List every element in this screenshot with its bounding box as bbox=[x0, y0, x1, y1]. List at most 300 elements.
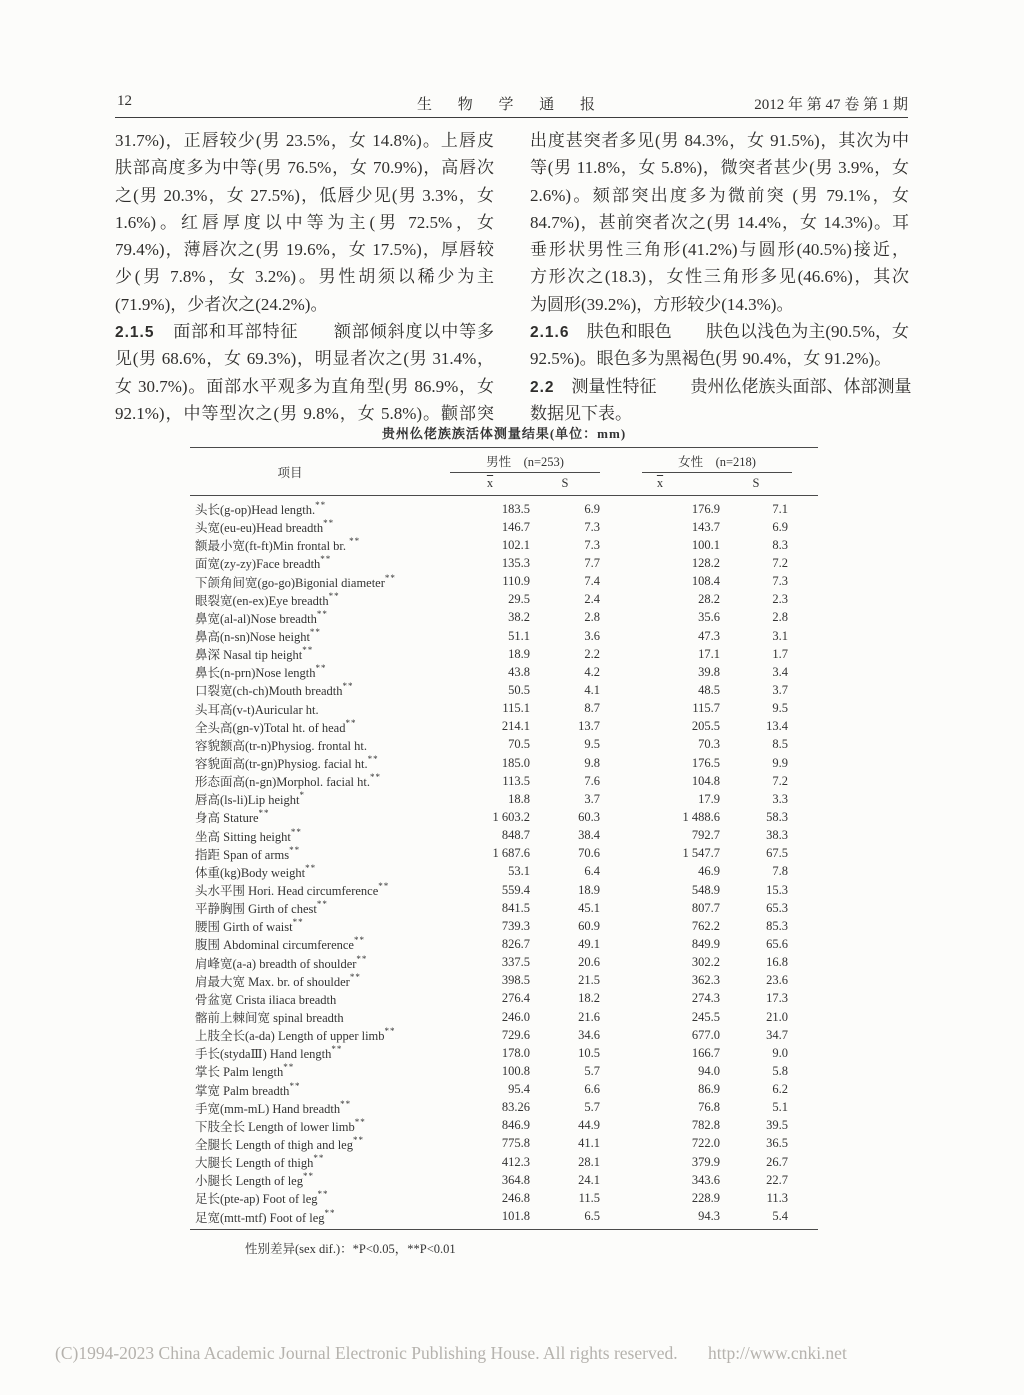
measurement-item-label: 腹围 Abdominal circumference** bbox=[195, 935, 365, 953]
female-sd-value: 16.8 bbox=[766, 955, 788, 970]
male-mean-value: 1 603.2 bbox=[492, 809, 530, 824]
male-sd-value: 34.6 bbox=[578, 1027, 600, 1042]
table-row bbox=[190, 573, 818, 591]
measurement-item-label: 骨盆宽 Crista iliaca breadth bbox=[195, 992, 337, 1007]
female-mean-value: 35.6 bbox=[698, 610, 720, 625]
page-number: 12 bbox=[117, 93, 132, 109]
female-sd-value: 1.7 bbox=[772, 646, 788, 661]
male-sd-value: 7.4 bbox=[584, 574, 600, 589]
male-sd-value: 21.6 bbox=[578, 1009, 600, 1024]
female-mean-value: 176.5 bbox=[691, 755, 720, 770]
table-row bbox=[190, 663, 818, 681]
column-group-male: 男性 (n=253) bbox=[450, 448, 600, 473]
female-sd-value: 7.3 bbox=[772, 574, 788, 589]
text-line: 之(男 20.3%，女 27.5%)，低唇少见(男 3.3%，女 bbox=[115, 185, 494, 205]
male-mean-value: 178.0 bbox=[501, 1045, 530, 1060]
table-row bbox=[190, 990, 818, 1008]
female-sd-value: 34.7 bbox=[766, 1027, 788, 1042]
significance-marker: ** bbox=[290, 826, 302, 837]
table-row bbox=[190, 1026, 818, 1044]
table-row bbox=[190, 972, 818, 990]
female-sd-value: 7.1 bbox=[772, 501, 788, 516]
male-sd-value: 49.1 bbox=[578, 936, 600, 951]
female-mean-value: 166.7 bbox=[691, 1045, 720, 1060]
female-mean-value: 302.2 bbox=[691, 955, 720, 970]
male-sd-value: 28.1 bbox=[578, 1154, 600, 1169]
significance-marker: ** bbox=[316, 899, 328, 910]
column-header-item: 项目 bbox=[277, 465, 303, 480]
significance-marker: ** bbox=[315, 500, 327, 511]
male-sd-value: 2.4 bbox=[584, 592, 600, 607]
female-mean-value: 17.9 bbox=[698, 791, 720, 806]
male-mean-value: 100.8 bbox=[501, 1063, 530, 1078]
female-sd-value: 26.7 bbox=[766, 1154, 788, 1169]
measurement-table bbox=[190, 447, 818, 1230]
text-line: 31.7%)，正唇较少(男 23.5%，女 14.8%)。上唇皮 bbox=[115, 131, 494, 150]
table-row bbox=[190, 954, 818, 972]
significance-marker: ** bbox=[323, 518, 335, 529]
male-sd-value: 7.3 bbox=[584, 537, 600, 552]
table-row bbox=[190, 1153, 818, 1171]
measurement-item-label: 全头高(gn-v)Total ht. of head** bbox=[195, 717, 357, 735]
measurement-item-label: 大腿长 Length of thigh** bbox=[195, 1153, 325, 1171]
female-sd-value: 7.2 bbox=[772, 773, 788, 788]
male-mean-value: 110.9 bbox=[502, 574, 530, 589]
column-group-female: 女性 (n=218) bbox=[642, 448, 792, 473]
text-line: 1.6%)。红唇厚度以中等为主(男 72.5%，女 bbox=[115, 212, 494, 232]
table-row bbox=[190, 845, 818, 863]
table-row bbox=[190, 1189, 818, 1207]
male-sd-value: 21.5 bbox=[578, 973, 600, 988]
female-mean-value: 677.0 bbox=[691, 1027, 720, 1042]
significance-marker: ** bbox=[349, 971, 361, 982]
significance-marker: ** bbox=[302, 1171, 314, 1182]
table-row bbox=[190, 627, 818, 645]
male-sd-value: 8.7 bbox=[584, 701, 600, 716]
table-row bbox=[190, 899, 818, 917]
measurement-item-label: 小腿长 Length of leg** bbox=[195, 1171, 314, 1189]
significance-marker: ** bbox=[315, 663, 327, 674]
measurement-item-label: 头长(g-op)Head length.** bbox=[195, 500, 327, 518]
issue-info: 2012 年 第 47 卷 第 1 期 bbox=[754, 97, 908, 113]
journal-title: 生 物 学 通 报 bbox=[416, 97, 607, 113]
text-line: 92.1%)，中等型次之(男 9.8%，女 5.8%)。颧部突 bbox=[115, 403, 494, 423]
significance-marker: ** bbox=[353, 935, 365, 946]
table-row bbox=[190, 808, 818, 826]
female-mean-value: 94.0 bbox=[698, 1063, 720, 1078]
measurement-item-label: 身高 Stature** bbox=[195, 808, 270, 826]
female-mean-value: 128.2 bbox=[691, 555, 720, 570]
left-column bbox=[115, 127, 494, 427]
table-row bbox=[190, 754, 818, 772]
table-row bbox=[190, 609, 818, 627]
female-sd-value: 36.5 bbox=[766, 1136, 788, 1151]
measurement-item-label: 腰围 Girth of waist** bbox=[195, 917, 304, 935]
male-sd-value: 11.5 bbox=[578, 1190, 600, 1205]
significance-marker: ** bbox=[352, 1134, 364, 1145]
male-sd-value: 7.3 bbox=[584, 519, 600, 534]
text-line: 等(男 11.8%，女 5.8%)，微突者甚少(男 3.9%，女 bbox=[530, 158, 909, 178]
male-sd-value: 9.8 bbox=[584, 755, 600, 770]
significance-marker: ** bbox=[283, 1062, 295, 1073]
table-row bbox=[190, 863, 818, 881]
male-sd-value: 41.1 bbox=[578, 1136, 600, 1151]
table-row bbox=[190, 1044, 818, 1062]
female-sd-value: 67.5 bbox=[766, 846, 788, 861]
male-sd-value: 7.6 bbox=[584, 773, 600, 788]
female-mean-value: 379.9 bbox=[691, 1154, 720, 1169]
female-sd-value: 3.4 bbox=[772, 664, 788, 679]
female-mean-value: 782.8 bbox=[691, 1118, 720, 1133]
measurement-item-label: 鼻深 Nasal tip height** bbox=[195, 645, 314, 663]
measurement-item-label: 平静胸围 Girth of chest** bbox=[195, 899, 328, 917]
male-sd-value: 38.4 bbox=[578, 828, 600, 843]
table-row bbox=[190, 1099, 818, 1117]
female-sd-value: 2.3 bbox=[772, 592, 788, 607]
table-row bbox=[190, 790, 818, 808]
female-mean-value: 108.4 bbox=[691, 574, 720, 589]
running-head bbox=[115, 93, 908, 115]
female-mean-value: 28.2 bbox=[698, 592, 720, 607]
significance-marker: ** bbox=[340, 1098, 352, 1109]
female-mean-value: 46.9 bbox=[698, 864, 720, 879]
significance-marker: ** bbox=[320, 554, 332, 565]
male-sd-value: 7.7 bbox=[584, 555, 600, 570]
measurement-item-label: 体重(kg)Body weight** bbox=[195, 862, 317, 880]
male-mean-value: 246.8 bbox=[501, 1190, 530, 1205]
male-mean-value: 102.1 bbox=[501, 537, 530, 552]
male-mean-value: 846.9 bbox=[501, 1118, 530, 1133]
mean-symbol: $\overline{x}$ bbox=[486, 476, 494, 490]
text-line: (71.9%)，少者次之(24.2%)。 bbox=[115, 294, 328, 314]
male-mean-value: 83.26 bbox=[501, 1100, 530, 1115]
measurement-item-label: 下肢全长 Length of lower limb** bbox=[195, 1116, 366, 1134]
measurement-item-label: 额最小宽(ft-ft)Min frontal br. ** bbox=[195, 536, 361, 554]
measurement-item-label: 口裂宽(ch-ch)Mouth breadth** bbox=[195, 681, 354, 699]
female-sd-value: 38.3 bbox=[766, 828, 788, 843]
female-sd-value: 9.5 bbox=[772, 701, 788, 716]
table-row bbox=[190, 736, 818, 754]
measurement-item-label: 头耳高(v-t)Auricular ht. bbox=[195, 702, 319, 717]
significance-marker: ** bbox=[349, 536, 361, 547]
male-mean-value: 826.7 bbox=[501, 936, 530, 951]
table-row bbox=[190, 881, 818, 899]
male-sd-value: 4.1 bbox=[584, 682, 600, 697]
significance-marker: ** bbox=[342, 681, 354, 692]
table-row bbox=[190, 935, 818, 953]
male-sd-value: 24.1 bbox=[578, 1172, 600, 1187]
female-mean-value: 1 547.7 bbox=[682, 846, 720, 861]
significance-marker: ** bbox=[356, 953, 368, 964]
table-footnote: 性别差异(sex dif.)：*P<0.05，**P<0.01 bbox=[245, 1241, 456, 1256]
measurement-item-label: 坐高 Sitting height** bbox=[195, 826, 302, 844]
measurement-item-label: 鼻高(n-sn)Nose height** bbox=[195, 627, 321, 645]
female-sd-value: 5.1 bbox=[772, 1100, 788, 1115]
significance-marker: ** bbox=[369, 772, 381, 783]
male-sd-value: 70.6 bbox=[578, 846, 600, 861]
table-row bbox=[190, 1008, 818, 1026]
male-sd-value: 6.4 bbox=[584, 864, 600, 879]
female-mean-value: 245.5 bbox=[691, 1009, 720, 1024]
female-mean-value: 104.8 bbox=[691, 773, 720, 788]
female-mean-value: 205.5 bbox=[691, 719, 720, 734]
female-sd-value: 85.3 bbox=[766, 918, 788, 933]
male-mean-value: 775.8 bbox=[501, 1136, 530, 1151]
significance-marker: ** bbox=[313, 1153, 325, 1164]
significance-marker: ** bbox=[305, 862, 317, 873]
significance-marker: ** bbox=[309, 627, 321, 638]
measurement-item-label: 足长(pte-ap) Foot of leg** bbox=[195, 1189, 329, 1207]
measurement-item-label: 指距 Span of arms** bbox=[195, 844, 301, 862]
female-sd-value: 11.3 bbox=[766, 1190, 788, 1205]
male-mean-value: 848.7 bbox=[501, 828, 530, 843]
female-sd-value: 3.1 bbox=[772, 628, 788, 643]
female-mean-value: 76.8 bbox=[698, 1100, 720, 1115]
measurement-item-label: 鼻宽(al-al)Nose breadth** bbox=[195, 608, 328, 626]
female-sd-value: 39.5 bbox=[766, 1118, 788, 1133]
text-line: 出度甚突者多见(男 84.3%，女 91.5%)，其次为中 bbox=[530, 131, 909, 150]
section-number: 2.2 bbox=[530, 378, 555, 396]
male-sd-value: 2.8 bbox=[584, 610, 600, 625]
female-sd-value: 5.4 bbox=[772, 1209, 788, 1224]
female-sd-value: 21.0 bbox=[766, 1009, 788, 1024]
significance-marker: ** bbox=[292, 917, 304, 928]
male-mean-value: 43.8 bbox=[508, 664, 530, 679]
significance-marker: ** bbox=[302, 645, 314, 656]
male-mean-value: 51.1 bbox=[508, 628, 530, 643]
measurement-item-label: 髂前上棘间宽 spinal breadth bbox=[195, 1011, 344, 1025]
column-header-male-sd: S bbox=[561, 476, 569, 490]
significance-marker: ** bbox=[345, 717, 357, 728]
female-mean-value: 100.1 bbox=[691, 537, 720, 552]
female-sd-value: 23.6 bbox=[766, 973, 788, 988]
table-row bbox=[190, 1135, 818, 1153]
male-mean-value: 53.1 bbox=[508, 864, 530, 879]
female-sd-value: 17.3 bbox=[766, 991, 788, 1006]
female-mean-value: 143.7 bbox=[691, 519, 720, 534]
female-mean-value: 548.9 bbox=[691, 882, 720, 897]
female-sd-value: 7.8 bbox=[772, 864, 788, 879]
text-line: 2.2 测量性特征 贵州仫佬族头面部、体部测量 bbox=[530, 376, 912, 396]
table-row bbox=[190, 1062, 818, 1080]
copyright-text: (C)1994-2023 China Academic Journal Electronic Publishing House. All rights reserved. bbox=[55, 1343, 678, 1363]
male-mean-value: 146.7 bbox=[501, 519, 530, 534]
female-sd-value: 3.7 bbox=[772, 682, 788, 697]
text-line: 2.1.6 肤色和眼色 肤色以浅色为主(90.5%，女 bbox=[530, 322, 909, 342]
male-mean-value: 70.5 bbox=[508, 737, 530, 752]
significance-marker: ** bbox=[317, 1189, 329, 1200]
measurement-item-label: 形态面高(n-gn)Morphol. facial ht.** bbox=[195, 772, 381, 790]
table-row bbox=[190, 700, 818, 718]
measurement-item-label: 肩最大宽 Max. br. of shoulder** bbox=[195, 971, 361, 989]
right-column bbox=[530, 127, 912, 427]
female-mean-value: 274.3 bbox=[691, 991, 720, 1006]
male-sd-value: 45.1 bbox=[578, 900, 600, 915]
female-mean-value: 176.9 bbox=[691, 501, 720, 516]
female-mean-value: 228.9 bbox=[691, 1190, 720, 1205]
text-line: 垂形状男性三角形(41.2%)与圆形(40.5%)接近， bbox=[530, 240, 909, 260]
female-sd-value: 3.3 bbox=[772, 791, 788, 806]
text-line: 数据见下表。 bbox=[530, 403, 632, 423]
text-line: 见(男 68.6%，女 69.3%)，明显者次之(男 31.4%， bbox=[115, 349, 494, 369]
measurement-item-label: 足宽(mtt-mtf) Foot of leg** bbox=[195, 1207, 336, 1225]
female-sd-value: 9.0 bbox=[772, 1045, 788, 1060]
male-mean-value: 115.1 bbox=[502, 701, 530, 716]
female-sd-value: 9.9 bbox=[772, 755, 788, 770]
measurement-item-label: 全腿长 Length of thigh and leg** bbox=[195, 1134, 364, 1152]
measurement-item-label: 眼裂宽(en-ex)Eye breadth** bbox=[195, 590, 340, 608]
male-mean-value: 739.3 bbox=[501, 918, 530, 933]
female-mean-value: 70.3 bbox=[698, 737, 720, 752]
male-mean-value: 185.0 bbox=[501, 755, 530, 770]
female-mean-value: 807.7 bbox=[691, 900, 720, 915]
measurement-item-label: 容貌面高(tr-gn)Physiog. facial ht.** bbox=[195, 754, 379, 772]
table-row bbox=[190, 1171, 818, 1189]
measurement-item-label: 头宽(eu-eu)Head breadth** bbox=[195, 518, 335, 536]
female-sd-value: 8.5 bbox=[772, 737, 788, 752]
mean-symbol: $\overline{x}$ bbox=[656, 476, 664, 490]
column-header-female-mean bbox=[600, 473, 720, 495]
table-row bbox=[190, 1207, 818, 1225]
male-sd-value: 60.3 bbox=[578, 809, 600, 824]
section-number: 2.1.5 bbox=[115, 324, 155, 342]
table-body bbox=[190, 496, 818, 1229]
male-mean-value: 29.5 bbox=[508, 592, 530, 607]
table-row bbox=[190, 772, 818, 790]
text-line: 方形次之(18.3)，女性三角形多见(46.6%)，其次 bbox=[530, 267, 909, 287]
female-mean-value: 86.9 bbox=[698, 1082, 720, 1097]
male-mean-value: 38.2 bbox=[508, 610, 530, 625]
header-rule bbox=[115, 117, 908, 118]
significance-marker: ** bbox=[378, 881, 390, 892]
male-mean-value: 135.3 bbox=[501, 555, 530, 570]
male-sd-value: 6.9 bbox=[584, 501, 600, 516]
measurement-item-label: 肩峰宽(a-a) breadth of shoulder** bbox=[195, 953, 368, 971]
female-mean-value: 343.6 bbox=[691, 1172, 720, 1187]
female-mean-value: 362.3 bbox=[691, 973, 720, 988]
male-mean-value: 841.5 bbox=[501, 900, 530, 915]
table-header bbox=[190, 448, 818, 496]
female-mean-value: 1 488.6 bbox=[682, 809, 720, 824]
male-mean-value: 113.5 bbox=[502, 773, 530, 788]
female-sd-value: 2.8 bbox=[772, 610, 788, 625]
table-row bbox=[190, 554, 818, 572]
male-mean-value: 729.6 bbox=[501, 1027, 530, 1042]
table-row bbox=[190, 917, 818, 935]
female-sd-value: 5.8 bbox=[772, 1063, 788, 1078]
male-sd-value: 13.7 bbox=[578, 719, 600, 734]
measurement-item-label: 容貌额高(tr-n)Physiog. frontal ht. bbox=[195, 738, 367, 753]
female-sd-value: 65.3 bbox=[766, 900, 788, 915]
male-sd-value: 6.6 bbox=[584, 1082, 600, 1097]
significance-marker: ** bbox=[289, 1080, 301, 1091]
section-number: 2.1.6 bbox=[530, 324, 570, 342]
female-mean-value: 48.5 bbox=[698, 682, 720, 697]
male-sd-value: 3.7 bbox=[584, 791, 600, 806]
female-sd-value: 8.3 bbox=[772, 537, 788, 552]
table-row bbox=[190, 645, 818, 663]
measurement-item-label: 手宽(mm-mL) Hand breadth** bbox=[195, 1098, 352, 1116]
male-mean-value: 1 687.6 bbox=[492, 846, 530, 861]
table-row bbox=[190, 1117, 818, 1135]
female-mean-value: 849.9 bbox=[691, 936, 720, 951]
male-sd-value: 5.7 bbox=[584, 1100, 600, 1115]
male-sd-value: 60.9 bbox=[578, 918, 600, 933]
male-sd-value: 2.2 bbox=[584, 646, 600, 661]
female-sd-value: 15.3 bbox=[766, 882, 788, 897]
significance-marker: ** bbox=[367, 754, 379, 765]
significance-marker: ** bbox=[258, 808, 270, 819]
article-body bbox=[115, 127, 912, 427]
significance-marker: ** bbox=[384, 1026, 396, 1037]
male-mean-value: 183.5 bbox=[501, 501, 530, 516]
female-mean-value: 792.7 bbox=[691, 828, 720, 843]
male-mean-value: 18.8 bbox=[508, 791, 530, 806]
text-line: 肤部高度多为中等(男 76.5%，女 70.9%)，高唇次 bbox=[115, 158, 494, 178]
male-sd-value: 18.2 bbox=[578, 991, 600, 1006]
female-mean-value: 39.8 bbox=[698, 664, 720, 679]
female-mean-value: 762.2 bbox=[691, 918, 720, 933]
male-sd-value: 44.9 bbox=[578, 1118, 600, 1133]
significance-marker: ** bbox=[316, 608, 328, 619]
text-line: 为圆形(39.2%)，方形较少(14.3%)。 bbox=[530, 294, 794, 314]
female-mean-value: 115.7 bbox=[692, 701, 720, 716]
male-mean-value: 398.5 bbox=[501, 973, 530, 988]
copyright-footer bbox=[55, 1343, 847, 1364]
female-sd-value: 13.4 bbox=[766, 719, 788, 734]
measurement-item-label: 面宽(zy-zy)Face breadth** bbox=[195, 554, 332, 572]
measurement-item-label: 鼻长(n-prn)Nose length** bbox=[195, 663, 327, 681]
text-line: 92.5%)。眼色多为黑褐色(男 90.4%，女 91.2%)。 bbox=[530, 349, 892, 369]
male-sd-value: 20.6 bbox=[578, 955, 600, 970]
measurement-item-label: 下颌角间宽(go-go)Bigonial diameter** bbox=[195, 572, 396, 590]
female-sd-value: 22.7 bbox=[766, 1172, 788, 1187]
significance-marker: * bbox=[299, 790, 305, 801]
column-header-male-mean bbox=[450, 473, 530, 495]
significance-marker: ** bbox=[384, 572, 396, 583]
male-sd-value: 5.7 bbox=[584, 1063, 600, 1078]
male-mean-value: 18.9 bbox=[508, 646, 530, 661]
measurement-item-label: 手长(stydaⅢ) Hand length** bbox=[195, 1044, 343, 1062]
table-row bbox=[190, 518, 818, 536]
female-sd-value: 6.2 bbox=[772, 1082, 788, 1097]
measurement-item-label: 上肢全长(a-da) Length of upper limb** bbox=[195, 1026, 396, 1044]
significance-marker: ** bbox=[289, 844, 301, 855]
measurement-item-label: 头水平围 Hori. Head circumference** bbox=[195, 881, 390, 899]
male-sd-value: 9.5 bbox=[584, 737, 600, 752]
table-row bbox=[190, 718, 818, 736]
text-line: 2.1.5 面部和耳部特征 额部倾斜度以中等多 bbox=[115, 322, 494, 342]
measurement-item-label: 掌长 Palm length** bbox=[195, 1062, 295, 1080]
female-sd-value: 58.3 bbox=[766, 809, 788, 824]
significance-marker: ** bbox=[331, 1044, 343, 1055]
table-row bbox=[190, 827, 818, 845]
measurement-table-section bbox=[190, 423, 818, 1257]
column-header-female-sd: S bbox=[752, 476, 760, 490]
male-sd-value: 3.6 bbox=[584, 628, 600, 643]
table-row bbox=[190, 681, 818, 699]
female-sd-value: 6.9 bbox=[772, 519, 788, 534]
female-mean-value: 94.3 bbox=[698, 1209, 720, 1224]
female-sd-value: 7.2 bbox=[772, 555, 788, 570]
significance-marker: ** bbox=[324, 1207, 336, 1218]
table-title: 贵州仫佬族族活体测量结果(单位：mm) bbox=[381, 426, 627, 441]
text-line: 少(男 7.8%，女 3.2%)。男性胡须以稀少为主 bbox=[115, 267, 494, 287]
measurement-item-label: 唇高(ls-li)Lip height* bbox=[195, 790, 305, 808]
male-mean-value: 246.0 bbox=[501, 1009, 530, 1024]
male-mean-value: 214.1 bbox=[501, 719, 530, 734]
text-line: 2.6%)。颏部突出度多为微前突 (男 79.1%，女 bbox=[530, 185, 909, 205]
